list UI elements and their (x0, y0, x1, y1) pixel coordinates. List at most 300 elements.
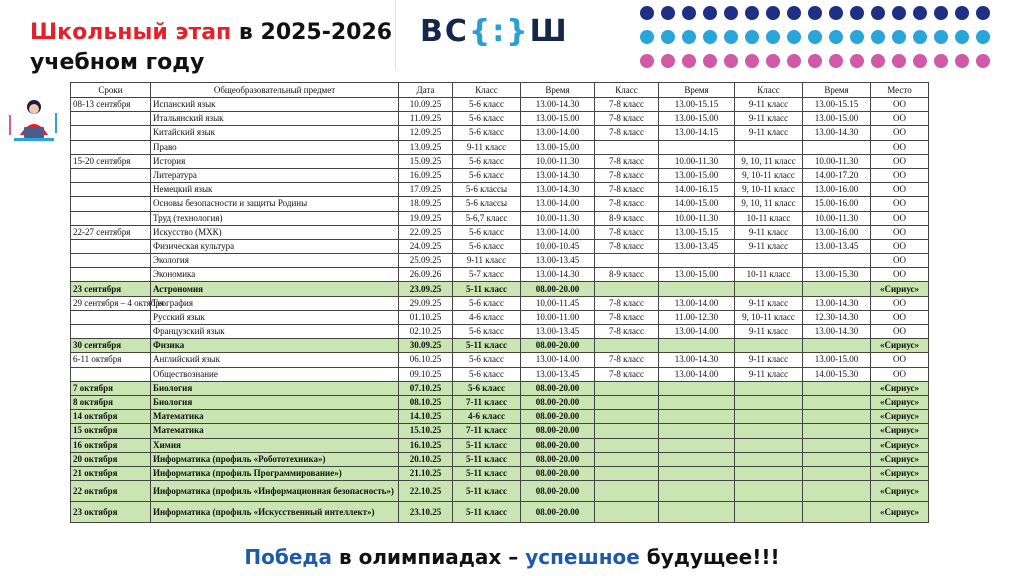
col-header: Место (871, 83, 929, 98)
dot (766, 30, 780, 44)
table-cell (735, 481, 803, 502)
dot (745, 6, 759, 20)
table-cell: 10.00-11.30 (521, 211, 595, 225)
dot (703, 30, 717, 44)
table-cell: 08.00-20.00 (521, 339, 595, 353)
table-cell: 13.00-14.30 (521, 183, 595, 197)
dot (871, 30, 885, 44)
table-cell: 13.00-14.00 (521, 353, 595, 367)
table-cell: 9, 10-11 класс (735, 183, 803, 197)
table-cell: 5-6 класс (453, 239, 521, 253)
table-cell: 10-11 класс (735, 268, 803, 282)
table-cell: 13.09.25 (399, 140, 453, 154)
table-cell: 13.00-16.00 (803, 183, 871, 197)
table-row (71, 395, 929, 409)
table-cell: 07.10.25 (399, 381, 453, 395)
table-row (71, 367, 929, 381)
table-cell: 13.00-14.30 (521, 98, 595, 112)
table-cell (803, 140, 871, 154)
table-cell: 7-8 класс (595, 296, 659, 310)
table-cell: «Сириус» (871, 381, 929, 395)
table-cell (735, 339, 803, 353)
table-cell: 7-8 класс (595, 367, 659, 381)
table-row (71, 168, 929, 182)
table-row (71, 481, 929, 502)
table-cell: ОО (871, 367, 929, 381)
table-cell: 14.00-16.15 (659, 183, 735, 197)
table-cell: «Сириус» (871, 395, 929, 409)
table-cell (71, 126, 151, 140)
table-cell: 10.00-11.45 (521, 296, 595, 310)
title-line2: учебном году (30, 50, 205, 75)
table-cell: 5-11 класс (453, 282, 521, 296)
table-cell: 13.00-15.00 (521, 112, 595, 126)
table-cell: 13.00-15.30 (803, 268, 871, 282)
table-cell: 10-11 класс (735, 211, 803, 225)
col-header: Время (521, 83, 595, 98)
table-cell (735, 452, 803, 466)
table-cell: 29 сентября – 4 октября (71, 296, 151, 310)
dot (829, 54, 843, 68)
table-cell: «Сириус» (871, 502, 929, 523)
table-cell (71, 168, 151, 182)
table-cell: 9, 10-11 класс (735, 310, 803, 324)
table-cell: 7-8 класс (595, 154, 659, 168)
table-cell (659, 502, 735, 523)
table-cell: 5-11 класс (453, 481, 521, 502)
table-cell: 9-11 класс (735, 353, 803, 367)
table-cell: Физическая культура (151, 239, 399, 253)
table-cell: 5-11 класс (453, 438, 521, 452)
table-cell: 22-27 сентября (71, 225, 151, 239)
table-cell: ОО (871, 183, 929, 197)
table-cell: 13.00-14.00 (659, 296, 735, 310)
table-cell: «Сириус» (871, 481, 929, 502)
table-cell: Труд (технология) (151, 211, 399, 225)
table-cell: 16.10.25 (399, 438, 453, 452)
table-cell: ОО (871, 98, 929, 112)
table-cell: 9-11 класс (735, 225, 803, 239)
table-cell: Информатика (профиль Программирование») (151, 466, 399, 480)
table-row (71, 502, 929, 523)
dot (976, 6, 990, 20)
table-cell (735, 140, 803, 154)
table-cell: Русский язык (151, 310, 399, 324)
title-rest: в 2025-2026 (231, 20, 393, 45)
table-row (71, 310, 929, 324)
table-cell: Испанский язык (151, 98, 399, 112)
table-row (71, 140, 929, 154)
dot (682, 54, 696, 68)
dot (808, 6, 822, 20)
table-cell (659, 452, 735, 466)
dot (934, 30, 948, 44)
table-cell: 8-9 класс (595, 211, 659, 225)
table-cell: 30.09.25 (399, 339, 453, 353)
table-cell (735, 381, 803, 395)
table-cell: 13.00-14.00 (521, 126, 595, 140)
table-cell: ОО (871, 239, 929, 253)
table-cell (735, 282, 803, 296)
table-cell: 08.00-20.00 (521, 381, 595, 395)
table-cell: 9, 10, 11 класс (735, 197, 803, 211)
table-cell (659, 410, 735, 424)
table-cell: 01.10.25 (399, 310, 453, 324)
logo-left: ВС (420, 14, 469, 49)
table-cell: 5-11 класс (453, 339, 521, 353)
table-row (71, 254, 929, 268)
table-cell: 14.00-15.30 (803, 367, 871, 381)
table-cell: 7-8 класс (595, 98, 659, 112)
table-cell: 13.00-13.45 (521, 254, 595, 268)
dot (808, 54, 822, 68)
table-cell (71, 211, 151, 225)
table-cell: 9-11 класс (735, 126, 803, 140)
dot (640, 6, 654, 20)
table-cell: 13.00-13.45 (521, 367, 595, 381)
table-cell: История (151, 154, 399, 168)
dot (913, 6, 927, 20)
table-cell: 11.09.25 (399, 112, 453, 126)
table-cell: 6-11 октября (71, 353, 151, 367)
table-cell: 08.00-20.00 (521, 424, 595, 438)
table-cell (595, 410, 659, 424)
dot (682, 6, 696, 20)
table-row (71, 339, 929, 353)
table-cell: 5-6 классы (453, 197, 521, 211)
table-cell: Информатика (профиль «Информационная безопасность») (151, 481, 399, 502)
table-cell: 09.10.25 (399, 367, 453, 381)
table-cell: Итальянский язык (151, 112, 399, 126)
dot (913, 54, 927, 68)
table-cell: 13.00-14.30 (803, 126, 871, 140)
table-cell (735, 466, 803, 480)
table-row (71, 154, 929, 168)
table-cell: 13.00-15.15 (659, 98, 735, 112)
table-row (71, 211, 929, 225)
dot (892, 6, 906, 20)
dot (934, 6, 948, 20)
table-cell (659, 282, 735, 296)
table-cell: 9-11 класс (453, 140, 521, 154)
table-cell: 13.00-14.30 (521, 168, 595, 182)
table-cell: 5-6 класс (453, 367, 521, 381)
table-cell (71, 310, 151, 324)
table-row (71, 197, 929, 211)
table-cell (71, 112, 151, 126)
table-cell: 25.09.25 (399, 254, 453, 268)
table-cell: Искусство (МХК) (151, 225, 399, 239)
table-row (71, 183, 929, 197)
title-accent: Школьный этап (30, 20, 232, 45)
table-cell (595, 140, 659, 154)
table-cell: Английский язык (151, 353, 399, 367)
table-cell: Информатика (профиль «Робототехника») (151, 452, 399, 466)
dot (787, 30, 801, 44)
footer-part1: Победа (244, 545, 333, 569)
col-header: Время (803, 83, 871, 98)
dot (850, 6, 864, 20)
table-cell: ОО (871, 353, 929, 367)
table-cell: 14.10.25 (399, 410, 453, 424)
table-cell: Литература (151, 168, 399, 182)
table-cell (659, 424, 735, 438)
table-cell: 5-6 класс (453, 296, 521, 310)
dot (850, 54, 864, 68)
table-cell: 22 октября (71, 481, 151, 502)
table-cell: 30 сентября (71, 339, 151, 353)
table-cell: 7-8 класс (595, 225, 659, 239)
table-cell: ОО (871, 225, 929, 239)
table-cell: Основы безопасности и защиты Родины (151, 197, 399, 211)
table-cell: Астрономия (151, 282, 399, 296)
table-row (71, 381, 929, 395)
table-cell: 7-8 класс (595, 126, 659, 140)
table-cell (659, 466, 735, 480)
page-title (30, 18, 392, 78)
dot (682, 30, 696, 44)
table-cell (803, 282, 871, 296)
table-cell: 18.09.25 (399, 197, 453, 211)
table-cell (735, 395, 803, 409)
table-cell: 13.00-15.00 (803, 353, 871, 367)
table-cell: 13.00-14.00 (521, 225, 595, 239)
table-cell: «Сириус» (871, 424, 929, 438)
table-cell: 23.09.25 (399, 282, 453, 296)
dot (934, 54, 948, 68)
table-cell: 19.09.25 (399, 211, 453, 225)
table-cell: 10.00-11.30 (803, 211, 871, 225)
table-cell: «Сириус» (871, 410, 929, 424)
table-cell: 08.00-20.00 (521, 438, 595, 452)
table-cell (595, 438, 659, 452)
table-cell (71, 367, 151, 381)
table-cell: 7-11 класс (453, 395, 521, 409)
table-row (71, 282, 929, 296)
table-cell: 11.00-12.30 (659, 310, 735, 324)
table-cell (803, 381, 871, 395)
table-cell: 7-8 класс (595, 183, 659, 197)
table-cell (735, 502, 803, 523)
table-cell (595, 466, 659, 480)
table-row (71, 438, 929, 452)
table-cell: 14 октября (71, 410, 151, 424)
footer-part4: будущее!!! (639, 545, 780, 569)
logo-right: Ш (529, 14, 569, 49)
table-cell: 15-20 сентября (71, 154, 151, 168)
dot (955, 6, 969, 20)
table-cell: 13.00-14.30 (803, 296, 871, 310)
table-cell (71, 140, 151, 154)
table-cell: Математика (151, 410, 399, 424)
table-cell: 7-8 класс (595, 168, 659, 182)
table-cell (595, 481, 659, 502)
table-cell: Китайский язык (151, 126, 399, 140)
table-cell: 13.00-14.15 (659, 126, 735, 140)
table-cell: 08.00-20.00 (521, 452, 595, 466)
table-cell (71, 268, 151, 282)
table-cell (659, 381, 735, 395)
table-cell: 13.00-15.00 (521, 140, 595, 154)
table-cell: 13.00-13.45 (803, 239, 871, 253)
table-cell (803, 410, 871, 424)
dot (766, 6, 780, 20)
table-cell: 13.00-15.00 (659, 112, 735, 126)
divider (395, 0, 396, 70)
table-cell (659, 395, 735, 409)
table-cell: «Сириус» (871, 282, 929, 296)
table-cell: 5-6 класс (453, 353, 521, 367)
decorative-dots (640, 6, 1000, 82)
table-cell (803, 438, 871, 452)
dot (976, 30, 990, 44)
table-cell: 13.00-14.00 (659, 367, 735, 381)
table-row (71, 268, 929, 282)
table-cell (803, 424, 871, 438)
dot (955, 54, 969, 68)
vsosh-logo (420, 14, 569, 49)
table-cell: 9-11 класс (735, 296, 803, 310)
table-cell: ОО (871, 168, 929, 182)
table-cell (595, 282, 659, 296)
dot (850, 30, 864, 44)
footer-part3: успешное (525, 545, 640, 569)
table-cell: 16 октября (71, 438, 151, 452)
table-cell: 9-11 класс (453, 254, 521, 268)
dot (703, 6, 717, 20)
table-cell: 5-6 класс (453, 225, 521, 239)
table-cell: 29.09.25 (399, 296, 453, 310)
table-cell: 4-6 класс (453, 310, 521, 324)
table-cell: 5-6 класс (453, 112, 521, 126)
table-cell: 13.00-14.00 (659, 325, 735, 339)
table-cell: 7-8 класс (595, 310, 659, 324)
table-cell: ОО (871, 268, 929, 282)
table-cell: 5-6 класс (453, 381, 521, 395)
table-cell: 08.00-20.00 (521, 481, 595, 502)
dot (745, 54, 759, 68)
table-cell: 02.10.25 (399, 325, 453, 339)
table-cell: Информатика (профиль «Искусственный интеллект») (151, 502, 399, 523)
table-cell: «Сириус» (871, 438, 929, 452)
table-cell (735, 424, 803, 438)
table-cell: 5-6 класс (453, 126, 521, 140)
table-cell (659, 438, 735, 452)
table-cell: 13.00-15.15 (659, 225, 735, 239)
table-cell (595, 381, 659, 395)
table-cell (71, 239, 151, 253)
table-cell (595, 502, 659, 523)
dot (766, 54, 780, 68)
schedule-table (70, 82, 929, 523)
table-cell: 13.00-14.30 (803, 325, 871, 339)
table-cell (595, 395, 659, 409)
table-row (71, 466, 929, 480)
table-cell (735, 438, 803, 452)
table-cell: 10.00-11.30 (659, 154, 735, 168)
table-cell: 08.00-20.00 (521, 282, 595, 296)
table-cell: Физика (151, 339, 399, 353)
dot (787, 6, 801, 20)
table-cell: ОО (871, 197, 929, 211)
dot (829, 30, 843, 44)
col-header: Общеобразовательный предмет (151, 83, 399, 98)
table-cell: 20 октября (71, 452, 151, 466)
table-cell: «Сириус» (871, 452, 929, 466)
dot (640, 54, 654, 68)
table-cell: 15.00-16.00 (803, 197, 871, 211)
table-cell: 08.00-20.00 (521, 410, 595, 424)
table-cell: 5-6 класс (453, 168, 521, 182)
table-cell: 7-8 класс (595, 239, 659, 253)
dot (661, 6, 675, 20)
table-row (71, 353, 929, 367)
table-cell: ОО (871, 211, 929, 225)
table-cell (71, 183, 151, 197)
table-row (71, 225, 929, 239)
dot (955, 30, 969, 44)
table-cell: 5-6 класс (453, 98, 521, 112)
table-cell: 15.09.25 (399, 154, 453, 168)
table-cell: 15 октября (71, 424, 151, 438)
table-cell: ОО (871, 310, 929, 324)
table-cell: 23.10.25 (399, 502, 453, 523)
table-cell: ОО (871, 112, 929, 126)
table-cell (803, 466, 871, 480)
col-header: Класс (595, 83, 659, 98)
table-cell: 13.00-16.00 (803, 225, 871, 239)
dot (745, 30, 759, 44)
table-cell: Химия (151, 438, 399, 452)
col-header: Дата (399, 83, 453, 98)
table-cell: ОО (871, 325, 929, 339)
table-cell: 8 октября (71, 395, 151, 409)
table-cell (595, 254, 659, 268)
table-row (71, 424, 929, 438)
dot (892, 30, 906, 44)
table-cell: Обществознание (151, 367, 399, 381)
table-cell: Право (151, 140, 399, 154)
col-header: Время (659, 83, 735, 98)
table-cell: 12.09.25 (399, 126, 453, 140)
footer-part2: в олимпиадах – (332, 545, 526, 569)
table-cell: 7-8 класс (595, 325, 659, 339)
table-cell: 7-11 класс (453, 424, 521, 438)
dot (871, 54, 885, 68)
table-cell: Математика (151, 424, 399, 438)
table-row (71, 452, 929, 466)
table-cell: Экономика (151, 268, 399, 282)
table-cell (803, 502, 871, 523)
table-cell: 15.10.25 (399, 424, 453, 438)
table-cell (803, 395, 871, 409)
table-cell: 13.00-15.00 (659, 168, 735, 182)
table-row (71, 126, 929, 140)
table-cell: 08.00-20.00 (521, 502, 595, 523)
table-cell: 13.00-14.30 (521, 268, 595, 282)
table-cell (595, 424, 659, 438)
dot (724, 30, 738, 44)
table-cell: 10.00-11.30 (803, 154, 871, 168)
table-cell: 10.00-11.30 (659, 211, 735, 225)
table-cell: 12.30-14.30 (803, 310, 871, 324)
table-row (71, 112, 929, 126)
dot (724, 54, 738, 68)
table-cell (71, 197, 151, 211)
table-cell: 10.00-10.45 (521, 239, 595, 253)
table-row (71, 98, 929, 112)
dot (892, 54, 906, 68)
